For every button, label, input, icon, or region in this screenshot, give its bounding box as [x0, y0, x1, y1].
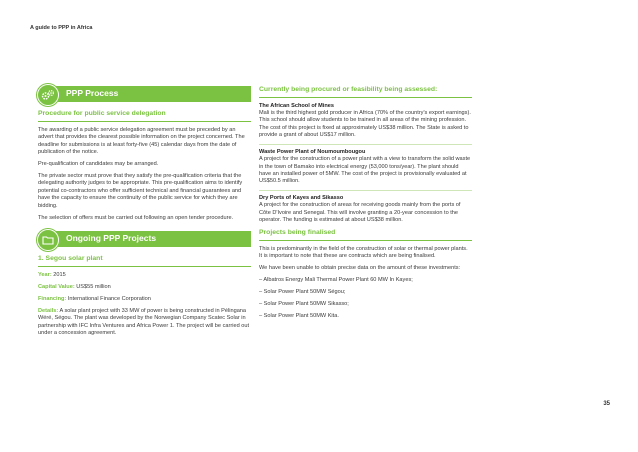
project-body: A project for the construction of areas for receiving goods mainly from the ports of Côte D'Ivoire and Senegal. This will involve granting a 20-year concession to the operator. The funding is estimated at about US$38 million.: [259, 202, 461, 224]
gears-icon: [37, 84, 59, 106]
page-number: 35: [603, 401, 610, 407]
right-column: [259, 86, 472, 325]
investment-item: – Solar Power Plant 50MW Sikasso;: [259, 301, 349, 307]
divider: [259, 190, 472, 191]
project-body: A project for the construction of a power plant with a view to transform the solid waste in the town of Bamako into electrical energy (53,000 tons/year). The plant should have an installed power of 5MW. The cost of the project is provisionally evaluated at US$50.5 million.: [259, 156, 471, 185]
project-title: Dry Ports of Kayes and Sikasso: [259, 195, 344, 202]
capital-label: Capital Value:: [38, 283, 75, 290]
procedure-paragraph: Pre-qualification of candidates may be arranged.: [38, 161, 159, 168]
investment-item: – Solar Power Plant 50MW Kita.: [259, 312, 339, 319]
project-title: Waste Power Plant of Noumoumbougou: [259, 149, 366, 156]
project-body: Mali is the third highest gold producer in Africa (70% of the country's export earnings). This school should allow students to be trained in all areas of the mining profession. The cost of this project is fixed at approximately US$38 million. The State is asked to provide a grant of about US$17 million.: [259, 110, 471, 139]
capital-line: [38, 284, 251, 291]
financing-label: Financing:: [38, 295, 67, 302]
banner-title: PPP Process: [66, 88, 119, 98]
project-title: The African School of Mines: [259, 103, 335, 109]
details-line: [38, 308, 251, 338]
finalised-heading: Projects being finalised: [259, 229, 472, 241]
project-heading: 1. Segou solar plant: [38, 255, 251, 267]
year-label: Year:: [38, 271, 52, 278]
capital-value: US$55 million: [74, 283, 111, 290]
banner-title: Ongoing PPP Projects: [66, 232, 157, 243]
investment-item: – Solar Power Plant 50MW Ségou;: [259, 289, 346, 296]
ongoing-projects-banner: [48, 231, 251, 247]
financing-line: [38, 296, 251, 303]
left-column: [38, 86, 251, 342]
procedure-paragraph: The private sector must prove that they satisfy the pre-qualification criteria that the delegating authority judges to be appropriate. This pre-qualification aims to identify potential co-contractors who offer sufficient technical and financial guarantees and have the capacity to ensure the continuity of the public service for which they are bidding.: [38, 173, 243, 209]
ppp-process-banner: [48, 86, 251, 102]
divider: [259, 144, 472, 145]
procedure-heading: Procedure for public service delegation: [38, 110, 251, 122]
details-value: A solar plant project with 33 MW of power is being constructed in Pélingana Wéré, Ségou. The plant was developed by the Norwegian Company Scatec Solar in partnership with IFC Infra Ventures and Africa Power 1. The project will be carried out under a concession agreement.: [38, 307, 250, 336]
year-value: 2015: [51, 271, 66, 278]
financing-value: International Finance Corporation: [66, 295, 151, 302]
investment-item: – Albatros Energy Mali Thermal Power Plant 60 MW In Kayes;: [259, 277, 413, 284]
procedure-paragraph: The awarding of a public service delegation agreement must be preceded by an advert that provides the clearest possible information on the project concerned. The deadline for submissions is at least forty-five (45) calendar days from the date of publication of the notice.: [38, 127, 245, 156]
procured-heading: Currently being procured or feasibility being assessed:: [259, 86, 472, 98]
details-label: Details:: [38, 307, 59, 314]
finalised-paragraph: We have been unable to obtain precise data on the amount of these investments:: [259, 265, 461, 272]
folder-icon: [37, 229, 59, 251]
year-line: [38, 272, 251, 279]
finalised-paragraph: This is predominantly in the field of the construction of solar or thermal power plants. It is important to note that these are contracts which are being finalised.: [259, 245, 468, 260]
procedure-paragraph: The selection of offers must be carried out following an open tender procedure.: [38, 214, 234, 221]
running-header: A guide to PPP in Africa: [30, 25, 93, 31]
